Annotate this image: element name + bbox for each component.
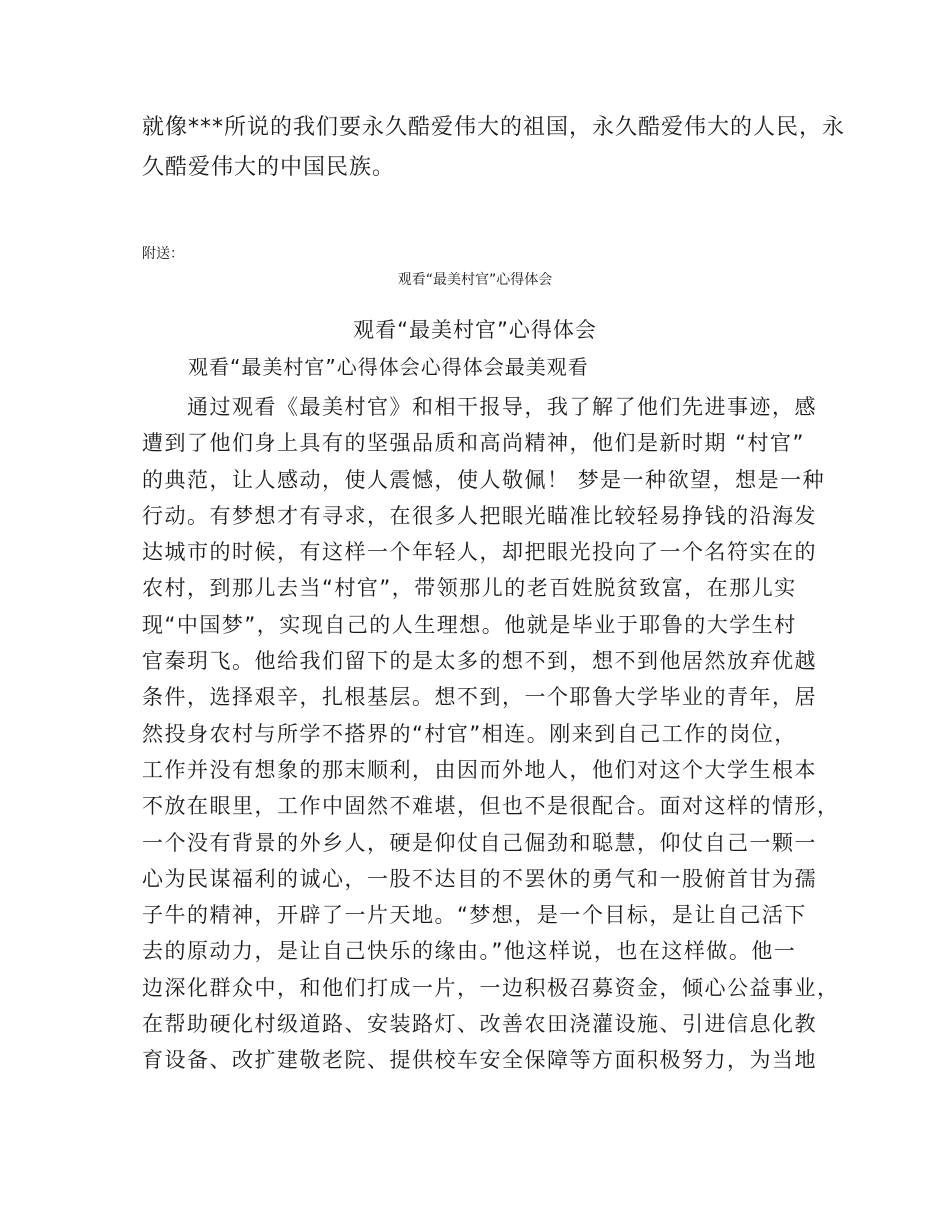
body-line: 达城市的时候，有这样一个年轻人，却把眼光投向了一个名符实在的 (142, 540, 817, 565)
article-title: 观看“最美村官”心得体会 (353, 318, 597, 342)
body-line: 农村，到那儿去当“村官”，带领那儿的老百姓脱贫致富，在那儿实 (142, 576, 797, 601)
article-body (142, 389, 840, 1079)
body-line: 现“中国梦”，实现自己的人生理想。他就是毕业于耶鲁的大学生村 (142, 612, 797, 637)
body-line: 行动。有梦想才有寻求，在很多人把眼光瞄准比较轻易挣钱的沿海发 (142, 503, 817, 528)
body-line: 的典范，让人感动，使人震憾，使人敬佩！ 梦是一种欲望，想是一种 (142, 467, 826, 492)
article-subtitle: 观看“最美村官”心得体会心得体会最美观看 (188, 355, 589, 379)
body-line: 工作并没有想象的那末顺利，由因而外地人，他们对这个大学生根本 (142, 757, 817, 782)
body-line: 在帮助硬化村级道路、安装路灯、改善农田浇灌设施、引进信息化教 (142, 1012, 817, 1037)
body-line: 通过观看《最美村官》和相干报导，我了解了他们先进事迹，感 (142, 395, 817, 419)
appendix-title: 观看“最美村官”心得体会 (397, 272, 553, 288)
body-line: 一个没有背景的外乡人，硬是仰仗自己倔劲和聪慧，仰仗自己一颗一 (142, 830, 817, 855)
body-line: 官秦玥飞。他给我们留下的是太多的想不到，想不到他居然放弃优越 (142, 649, 817, 674)
body-line: 子牛的精神，开辟了一片天地。“梦想，是一个目标，是让自己活下 (142, 903, 807, 928)
body-line: 去的原动力，是让自己快乐的缘由。”他这样说，也在这样做。他一 (142, 939, 797, 964)
intro-line: 就像***所说的我们要永久酷爱伟大的祖国，永久酷爱伟大的人民，永 (142, 115, 846, 140)
body-line: 然投身农村与所学不搭界的“村官”相连。刚来到自己工作的岗位， (142, 721, 797, 746)
body-line: 不放在眼里，工作中固然不难堪，但也不是很配合。面对这样的情形， (142, 794, 840, 819)
intro-paragraph (142, 108, 846, 188)
body-line: 心为民谋福利的诚心，一股不达目的不罢休的勇气和一股俯首甘为孺 (142, 866, 817, 891)
intro-line: 久酷爱伟大的中国民族。 (142, 155, 396, 180)
body-line: 条件，选择艰辛，扎根基层。想不到，一个耶鲁大学毕业的青年，居 (142, 685, 817, 710)
body-line: 育设备、改扩建敬老院、提供校车安全保障等方面积极努力，为当地 (142, 1048, 817, 1073)
body-line: 边深化群众中，和他们打成一片，一边积极召募资金，倾心公益事业， (142, 975, 840, 1000)
body-line: 遭到了他们身上具有的坚强品质和高尚精神，他们是新时期 “村官” (142, 431, 805, 456)
appendix-label: 附送： (142, 246, 184, 262)
